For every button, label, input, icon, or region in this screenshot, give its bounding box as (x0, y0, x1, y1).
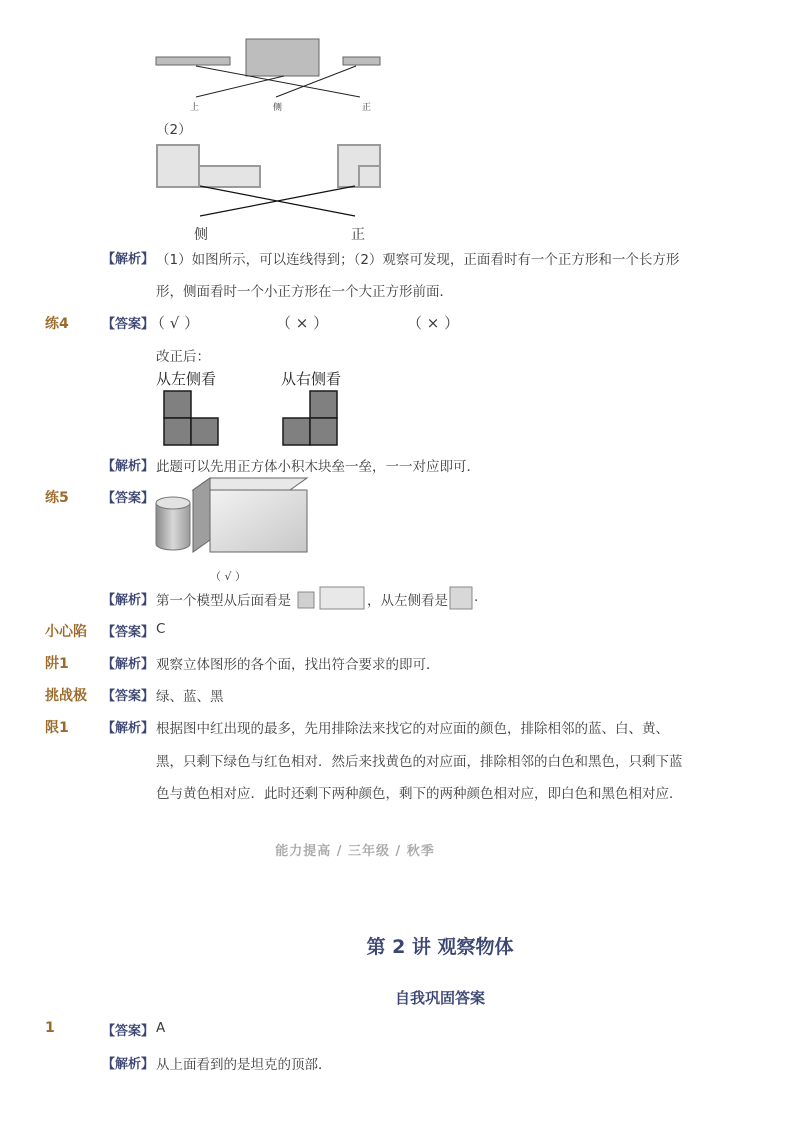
left-view-caption: 从左侧看 (156, 370, 217, 388)
analysis-text-end: . (474, 589, 479, 605)
analysis-tag: 【解析】 (102, 1057, 155, 1072)
analysis-tag: 【解析】 (102, 657, 155, 672)
lecture-title: 第 2 讲 观察物体 (366, 936, 514, 958)
analysis-text-a: 第一个模型从后面看是 (156, 593, 291, 609)
analysis-tag: 【解析】 (102, 252, 155, 267)
answer-tag: 【答案】 (102, 689, 155, 704)
page-footer: 能力提高 / 三年级 / 秋季 (275, 844, 435, 859)
exercise-number: 小心陷 (45, 624, 87, 640)
answer-text: C (156, 621, 166, 637)
question-number: 1 (45, 1020, 55, 1036)
rectangle-shape (320, 587, 364, 609)
answer-tag: 【答案】 (102, 317, 155, 332)
analysis-tag: 【解析】 (102, 721, 155, 736)
analysis-text: 从上面看到的是坦克的顶部． (156, 1057, 332, 1073)
answer-tag: 【答案】 (102, 491, 155, 506)
answer-tag: 【答案】 (102, 625, 155, 640)
answer-tag: 【答案】 (102, 1024, 155, 1039)
analysis-text-b: ，从左侧看是 (367, 593, 448, 609)
label-side: 侧 (273, 103, 283, 113)
analysis-text-line2: 黑，只剩下绿色与红色相对．然后来找黄色的对应面，排除相邻的白色和黑色，只剩下蓝 (156, 754, 683, 770)
correction-label: 改正后： (156, 349, 210, 365)
analysis-text-line3: 色与黄色相对应．此时还剩下两种颜色，剩下的两种颜色相对应，即白色和黑色相对应． (156, 786, 683, 802)
answer-text: 绿、蓝、黑 (156, 689, 224, 705)
answer-3: （ × ） (407, 314, 460, 332)
left-view-square-shape (450, 587, 472, 609)
section-title: 自我巩固答案 (394, 989, 485, 1007)
label-top: 上 (190, 103, 200, 113)
part-label-2: （2） (156, 122, 192, 138)
exercise-number: 挑战极 (45, 688, 87, 704)
analysis-tag: 【解析】 (102, 459, 155, 474)
exercise-number: 练5 (45, 490, 69, 506)
label-front: 正 (362, 103, 372, 113)
exercise-number: 阱1 (45, 656, 69, 672)
analysis-tag: 【解析】 (102, 593, 155, 608)
check-answer: （ √ ） (210, 570, 247, 583)
answer-1: （ √ ） (150, 314, 200, 332)
exercise-number: 练4 (45, 316, 69, 332)
label-front-2: 正 (351, 227, 365, 243)
exercise-number: 限1 (45, 720, 69, 736)
analysis-text-line2: 形，侧面看时一个小正方形在一个大正方形前面． (156, 284, 453, 300)
label-side-2: 侧 (194, 227, 208, 243)
small-square-shape (298, 592, 314, 608)
right-view-caption: 从右侧看 (281, 370, 342, 388)
analysis-text-line1: （1）如图所示，可以连线得到；（2）观察可发现，正面看时有一个正方形和一个长方形 (156, 252, 680, 268)
analysis-text: 此题可以先用正方体小积木块垒一垒，一一对应即可． (156, 459, 480, 475)
answer-text: A (156, 1020, 166, 1036)
analysis-text-line1: 根据图中红出现的最多，先用排除法来找它的对应面的颜色，排除相邻的蓝、白、黄、 (156, 721, 669, 737)
answer-2: （ × ） (276, 314, 329, 332)
analysis-text: 观察立体图形的各个面，找出符合要求的即可． (156, 657, 440, 673)
